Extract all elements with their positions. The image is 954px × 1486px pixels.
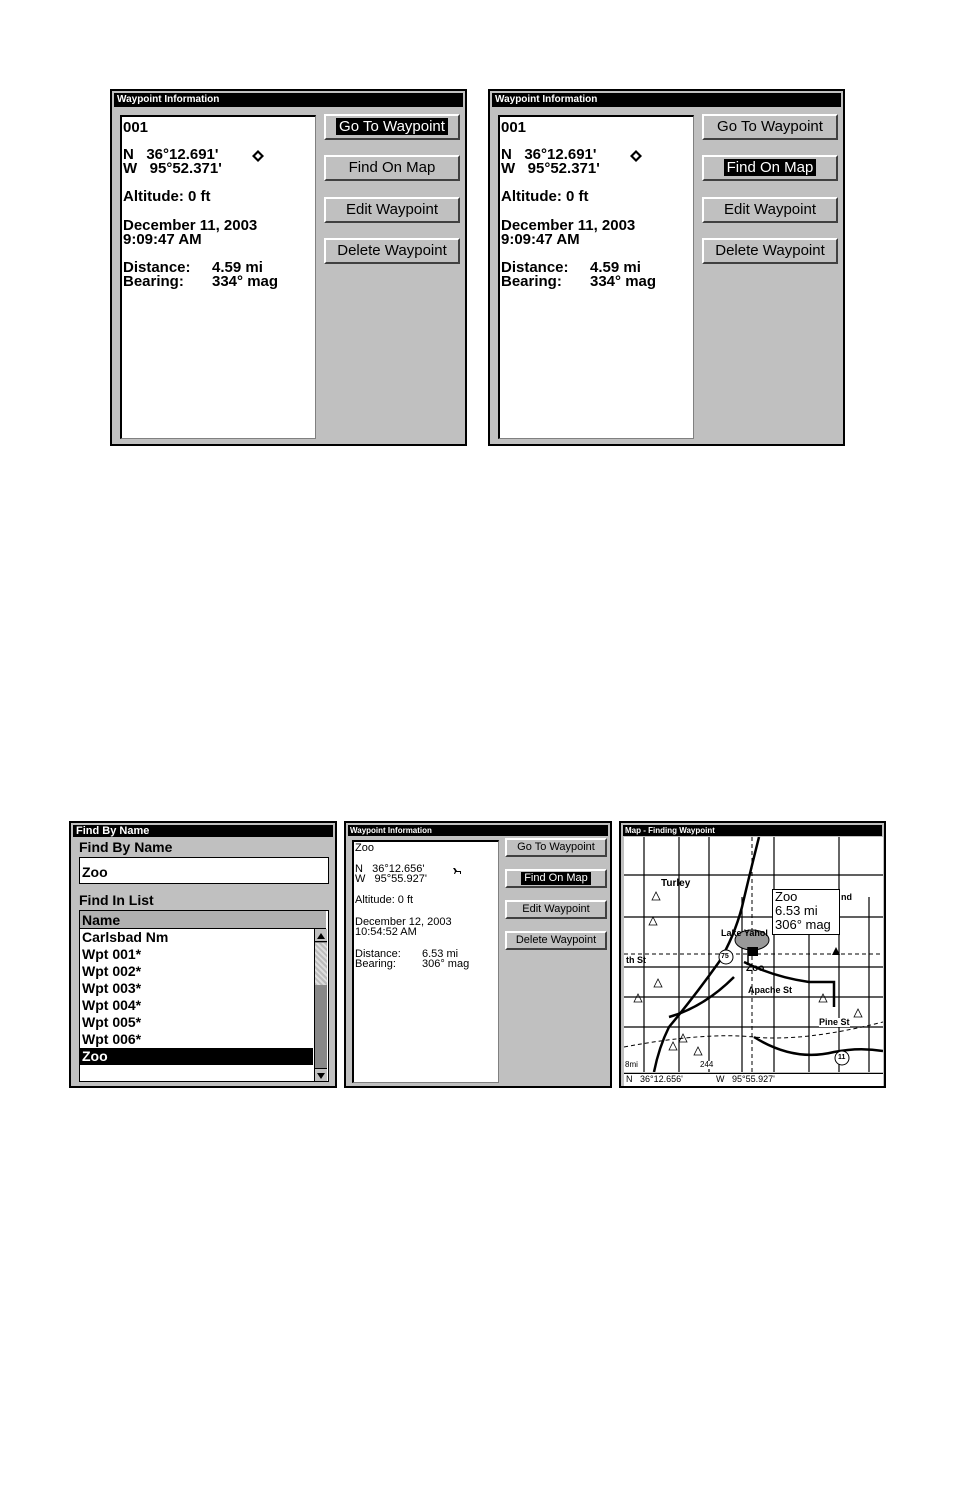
find-in-list-label: Find In List xyxy=(79,892,154,908)
map-graphics xyxy=(624,837,883,1072)
time: 9:09:47 AM xyxy=(123,231,202,248)
popup-distance: 6.53 mi xyxy=(775,903,818,918)
arrow-down-icon xyxy=(315,1070,327,1082)
distance-label: Distance: xyxy=(355,948,401,960)
find-on-map-button[interactable]: Find On Map xyxy=(324,155,460,181)
delete-waypoint-button[interactable]: Delete Waypoint xyxy=(324,238,460,264)
waypoint-details-panel xyxy=(352,840,499,1083)
map-label-pine: Pine St xyxy=(819,1017,850,1027)
longitude: W 95°55.927' xyxy=(355,873,427,885)
bearing-label: Bearing: xyxy=(501,273,562,290)
scroll-up-button[interactable] xyxy=(315,929,327,942)
window-title: Map - Finding Waypoint xyxy=(623,825,882,836)
list-item[interactable]: Wpt 002* xyxy=(82,963,142,979)
scroll-thumb[interactable] xyxy=(315,943,327,985)
waypoint-name: 001 xyxy=(123,119,149,136)
scroll-down-button[interactable] xyxy=(315,1068,327,1081)
map-label-nd: nd xyxy=(841,892,852,902)
list-column-header xyxy=(80,911,326,929)
list-item[interactable]: Wpt 001* xyxy=(82,946,142,962)
go-to-waypoint-button[interactable]: Go To Waypoint xyxy=(702,114,838,140)
time: 10:54:52 AM xyxy=(355,926,417,938)
date: December 11, 2003 xyxy=(123,217,258,234)
find-by-name-label: Find By Name xyxy=(79,839,173,855)
distance-value: 4.59 mi xyxy=(212,259,263,276)
waypoint-info-window-zoo xyxy=(344,821,612,1088)
go-to-waypoint-button[interactable]: Go To Waypoint xyxy=(505,838,607,857)
distance-value: 6.53 mi xyxy=(422,948,459,960)
distance-label: Distance: xyxy=(501,259,569,276)
status-latitude: N 36°12.656' xyxy=(626,1074,683,1084)
list-item[interactable]: Wpt 003* xyxy=(82,980,142,996)
distance-label: Distance: xyxy=(123,259,191,276)
list-item-selected[interactable]: Zoo xyxy=(80,1048,313,1065)
map-label-th-st: th St xyxy=(626,955,646,965)
waypoint-symbol-icon xyxy=(630,150,642,162)
status-longitude: W 95°55.927' xyxy=(716,1074,775,1084)
go-to-waypoint-button[interactable]: Go To Waypoint xyxy=(324,114,460,140)
date: December 11, 2003 xyxy=(501,217,636,234)
window-title: Waypoint Information xyxy=(492,93,841,107)
map-label-lake: Lake Yahol xyxy=(721,928,768,938)
map-window xyxy=(619,821,886,1088)
zoo-waypoint-marker xyxy=(748,947,758,963)
list-scrollbar[interactable] xyxy=(314,929,327,1081)
waypoint-list xyxy=(79,910,329,1082)
bearing-label: Bearing: xyxy=(355,958,396,970)
edit-waypoint-button[interactable]: Edit Waypoint xyxy=(505,900,607,919)
edit-waypoint-button[interactable]: Edit Waypoint xyxy=(702,197,838,223)
bearing-value: 334° mag xyxy=(212,273,279,290)
longitude: W 95°52.371' xyxy=(501,160,600,177)
route-244-label: 244 xyxy=(700,1060,714,1069)
zoom-level: 8mi xyxy=(625,1060,638,1069)
waypoint-symbol-icon xyxy=(252,150,264,162)
waypoint-name: Zoo xyxy=(355,842,374,854)
name-search-input[interactable] xyxy=(79,857,329,884)
distance-value: 4.59 mi xyxy=(590,259,641,276)
waypoint-info-window-2 xyxy=(488,89,845,446)
arrow-up-icon xyxy=(315,930,327,942)
map-label-turley: Turley xyxy=(661,878,691,889)
window-title: Waypoint Information xyxy=(114,93,463,107)
map-canvas[interactable] xyxy=(624,837,883,1072)
name-search-input-value: Zoo xyxy=(82,864,108,880)
name-column-header: Name xyxy=(82,912,121,928)
map-label-zoo: Zoo xyxy=(746,963,765,974)
bearing-value: 334° mag xyxy=(590,273,657,290)
latitude: N 36°12.656' xyxy=(355,863,425,875)
time: 9:09:47 AM xyxy=(501,231,580,248)
route-11-label: 11 xyxy=(838,1054,846,1061)
waypoint-info-window-1 xyxy=(110,89,467,446)
list-body xyxy=(80,929,313,1081)
delete-waypoint-button[interactable]: Delete Waypoint xyxy=(505,931,607,950)
bearing-value: 306° mag xyxy=(422,958,470,970)
map-status-bar xyxy=(624,1073,883,1086)
waypoint-details-panel xyxy=(120,115,316,439)
find-on-map-button[interactable]: Find On Map xyxy=(505,869,607,888)
bearing-label: Bearing: xyxy=(123,273,184,290)
date: December 12, 2003 xyxy=(355,916,452,928)
list-item[interactable]: Carlsbad Nm xyxy=(82,929,169,945)
find-by-name-window xyxy=(69,821,337,1088)
latitude: N 36°12.691' xyxy=(501,146,597,163)
zoo-animal-icon xyxy=(452,866,462,876)
edit-waypoint-button[interactable]: Edit Waypoint xyxy=(324,197,460,223)
window-title: Find By Name xyxy=(73,825,333,837)
waypoint-popup xyxy=(772,889,840,935)
list-item[interactable]: Wpt 004* xyxy=(82,997,142,1013)
map-label-apache: Apache St xyxy=(748,985,793,995)
altitude: Altitude: 0 ft xyxy=(501,188,589,205)
popup-name: Zoo xyxy=(775,889,798,904)
altitude: Altitude: 0 ft xyxy=(355,894,414,906)
popup-bearing: 306° mag xyxy=(775,917,831,932)
waypoint-details-panel xyxy=(498,115,694,439)
longitude: W 95°52.371' xyxy=(123,160,222,177)
route-75-label: 75 xyxy=(721,953,729,960)
waypoint-name: 001 xyxy=(501,119,527,136)
delete-waypoint-button[interactable]: Delete Waypoint xyxy=(702,238,838,264)
altitude: Altitude: 0 ft xyxy=(123,188,211,205)
window-title: Waypoint Information xyxy=(348,825,608,836)
find-on-map-button[interactable]: Find On Map xyxy=(702,155,838,181)
list-item[interactable]: Wpt 005* xyxy=(82,1014,142,1030)
list-item[interactable]: Wpt 006* xyxy=(82,1031,142,1047)
latitude: N 36°12.691' xyxy=(123,146,219,163)
